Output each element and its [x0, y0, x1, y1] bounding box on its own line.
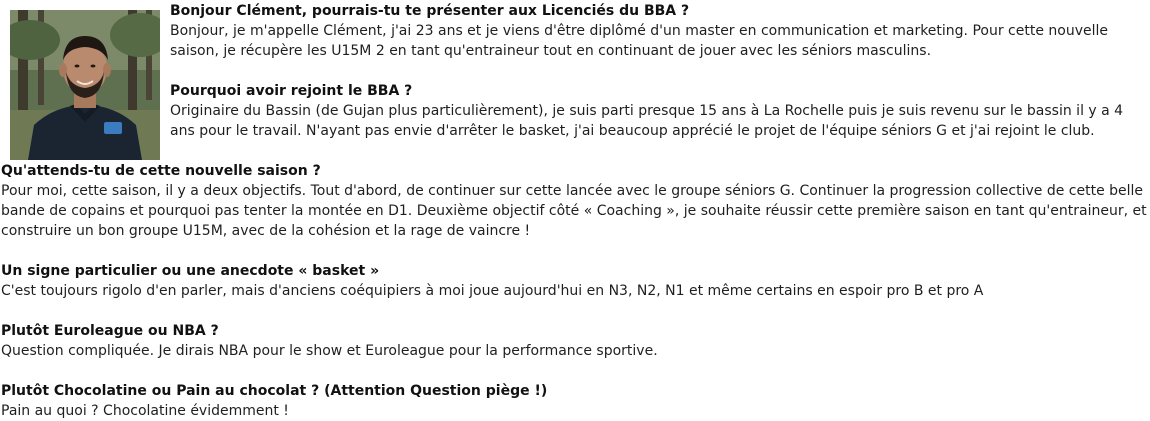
- qa-item-6: [1, 381, 1150, 421]
- answer-text: Pour moi, cette saison, il y a deux objectifs. Tout d'abord, de continuer sur cette lancée avec le groupe séniors G. Continuer la progression collective de cette belle bande de copains et pourquoi pas tenter la montée en D1. Deuxième objectif côté « Coaching », je souhaite réussir cette première saison en tant qu'entraineur, et construire un bon groupe U15M, avec de la cohésion et la rage de vaincre !: [1, 183, 1147, 239]
- answer-text: Originaire du Bassin (de Gujan plus particulièrement), je suis parti presque 15 ans à La Rochelle puis je suis revenu sur le bassin il y a 4 ans pour le travail. N'ayant pas envie d'arrêter le basket, j'ai beaucoup apprécié le projet de l'équipe séniors G et j'ai rejoint le club.: [170, 103, 1124, 139]
- qa-item-2: [1, 81, 1150, 141]
- question-heading: Pourquoi avoir rejoint le BBA ?: [170, 83, 413, 99]
- qa-item-4: [1, 261, 1150, 301]
- qa-item-5: [1, 321, 1150, 361]
- portrait-illustration: [10, 10, 160, 160]
- question-heading: Qu'attends-tu de cette nouvelle saison ?: [1, 163, 321, 179]
- question-heading: Plutôt Euroleague ou NBA ?: [1, 323, 219, 339]
- portrait-photo: [10, 10, 160, 160]
- qa-item-3: [1, 161, 1150, 241]
- question-heading: Un signe particulier ou une anecdote « basket »: [1, 263, 380, 279]
- answer-text: C'est toujours rigolo d'en parler, mais d'anciens coéquipiers à moi joue aujourd'hui en N3, N2, N1 et même certains en espoir pro B et pro A: [1, 283, 984, 299]
- qa-item-1: [1, 1, 1150, 61]
- answer-text: Question compliquée. Je dirais NBA pour le show et Euroleague pour la performance sportive.: [1, 343, 658, 359]
- question-heading: Bonjour Clément, pourrais-tu te présenter aux Licenciés du BBA ?: [170, 3, 690, 19]
- question-heading: Plutôt Chocolatine ou Pain au chocolat ? (Attention Question piège !): [1, 383, 548, 399]
- answer-text: Pain au quoi ? Chocolatine évidemment !: [1, 403, 289, 419]
- answer-text: Bonjour, je m'appelle Clément, j'ai 23 ans et je viens d'être diplômé d'un master en communication et marketing. Pour cette nouvelle saison, je récupère les U15M 2 en tant qu'entraineur tout en continuant de jouer avec les séniors masculins.: [170, 23, 1108, 59]
